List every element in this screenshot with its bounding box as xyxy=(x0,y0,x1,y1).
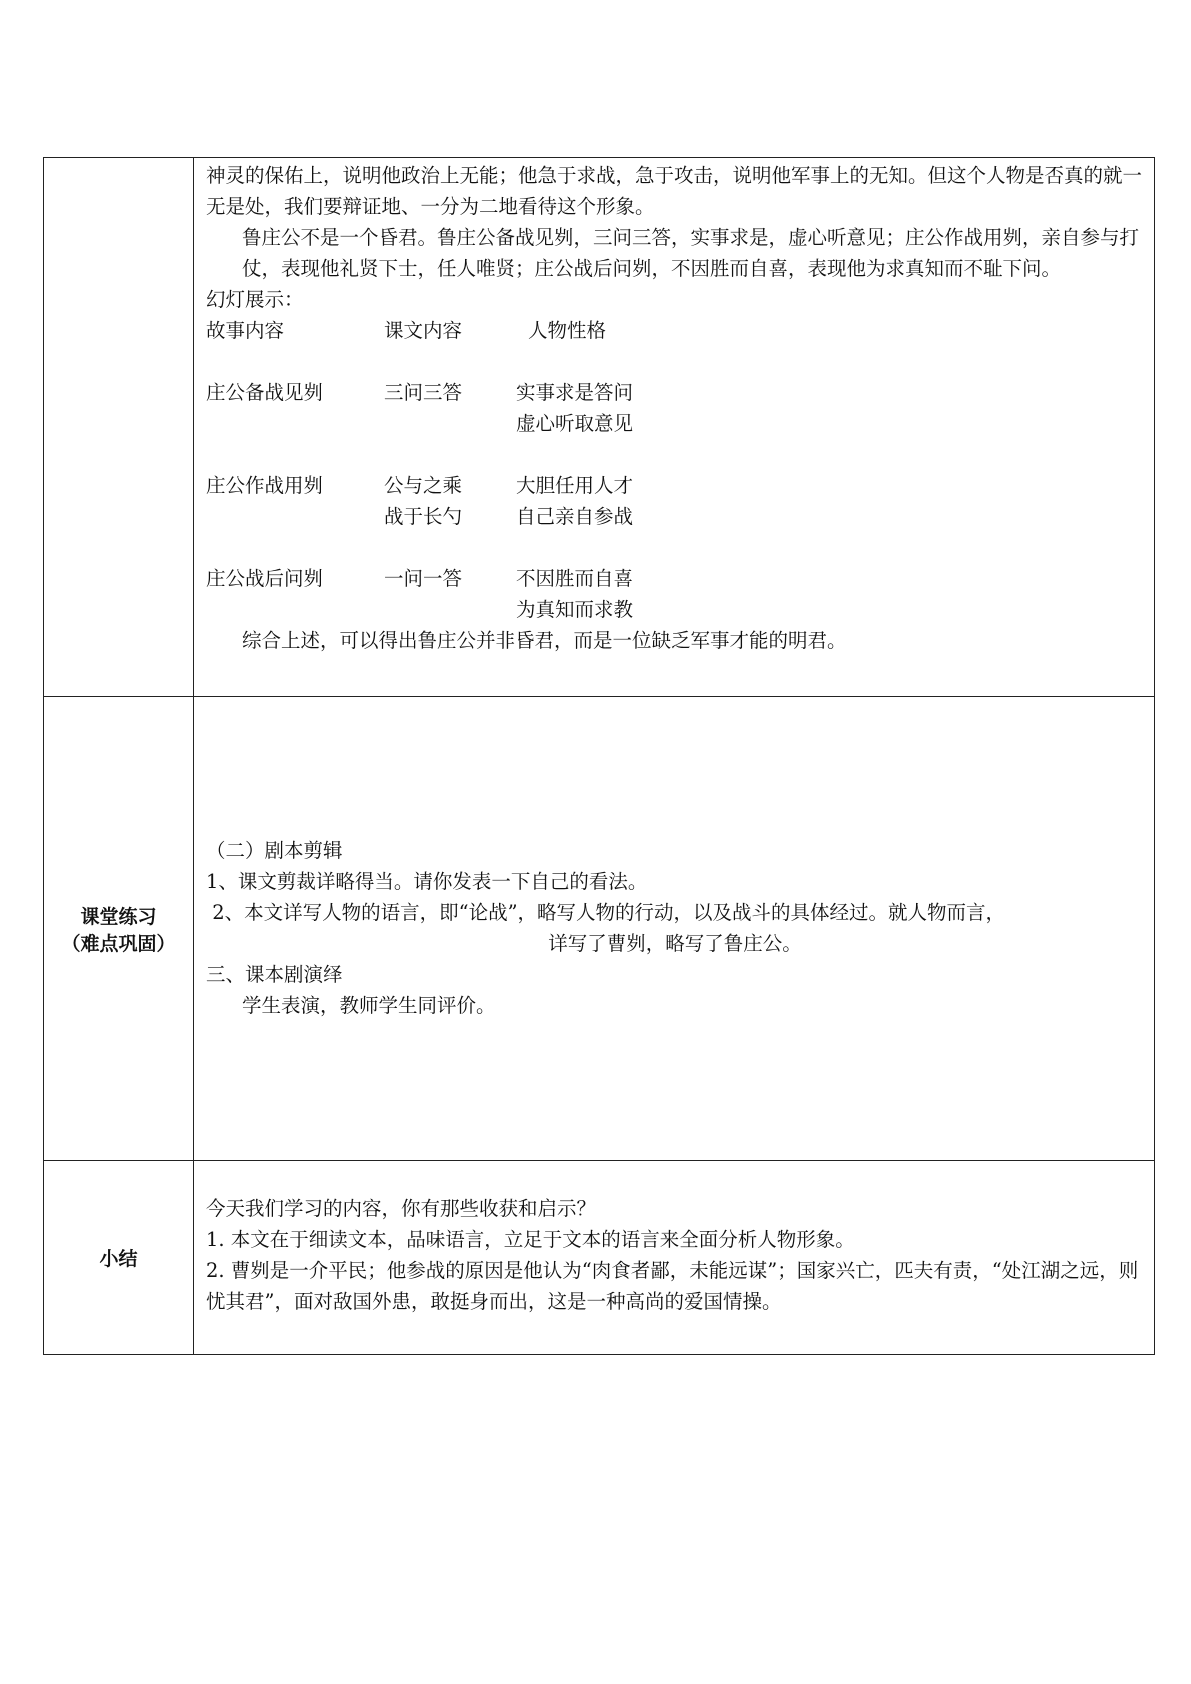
header-text: 课文内容 xyxy=(384,319,463,342)
summary-cell xyxy=(194,1161,1155,1355)
summary-question: 今天我们学习的内容，你有那些收获和启示？ xyxy=(206,1197,597,1220)
text-1b xyxy=(384,408,516,439)
practice-heading: （二）剧本剪辑 xyxy=(206,839,343,862)
slide-group-2 xyxy=(206,470,1144,532)
row-label-practice xyxy=(44,697,194,1161)
table-row xyxy=(44,1161,1155,1355)
summary-point-1: 1. 本文在于细读文本，品味语言，立足于文本的语言来全面分析人物形象。 xyxy=(206,1228,855,1251)
row-label-empty xyxy=(44,158,194,697)
analysis-paragraph-2: 鲁庄公不是一个昏君。鲁庄公备战见刿，三问三答，实事求是，虚心听意见；庄公作战用刿，亲自参与打仗，表现他礼贤下士，任人唯贤；庄公战后问刿，不因胜而自喜，表现他为求真知而不耻下问。 xyxy=(242,226,1140,280)
story-3: 庄公战后问刿 xyxy=(206,567,324,590)
trait-1a: 实事求是答问 xyxy=(516,381,634,404)
slide-title: 幻灯展示： xyxy=(206,288,304,311)
row-label-summary: 小结 xyxy=(44,1161,194,1355)
practice-sublabel: （难点巩固） xyxy=(61,932,176,955)
table-row xyxy=(44,158,1155,697)
trait-1b: 虚心听取意见 xyxy=(516,412,634,435)
summary-point-2: 2. 曹刿是一介平民；他参战的原因是他认为“肉食者鄙，未能远谋”；国家兴亡，匹夫有责，“处江湖之远，则忧其君”，面对敌国外患，敢挺身而出，这是一种高尚的爱国情操。 xyxy=(206,1259,1139,1313)
trait-3a: 不因胜而自喜 xyxy=(516,567,634,590)
analysis-cell xyxy=(194,158,1155,697)
text-2a: 公与之乘 xyxy=(384,474,463,497)
lesson-plan-sheet xyxy=(43,157,1155,1355)
analysis-paragraph-1: 神灵的保佑上，说明他政治上无能；他急于求战，急于攻击，说明他军事上的无知。但这个人物是否真的就一无是处，我们要辩证地、一分为二地看待这个形象。 xyxy=(206,164,1143,218)
text-3a: 一问一答 xyxy=(384,567,463,590)
story-2: 庄公作战用刿 xyxy=(206,474,324,497)
trait-3b: 为真知而求教 xyxy=(516,598,634,621)
trait-2b: 自己亲自参战 xyxy=(516,505,634,528)
text-3b xyxy=(384,594,516,625)
practice-label: 课堂练习 xyxy=(80,905,157,928)
practice-item-2-cont: 详写了曹刿，略写了鲁庄公。 xyxy=(548,932,802,955)
text-1a: 三问三答 xyxy=(384,381,463,404)
table-row xyxy=(44,697,1155,1161)
header-story: 故事内容 xyxy=(206,319,285,342)
trait-2a: 大胆任用人才 xyxy=(516,474,634,497)
practice-heading-3: 三、课本剧演绎 xyxy=(206,963,343,986)
practice-item-3: 学生表演，教师学生同评价。 xyxy=(242,994,496,1017)
practice-item-1: 1、课文剪裁详略得当。请你发表一下自己的看法。 xyxy=(206,870,648,893)
practice-item-2: 2、本文详写人物的语言，即“论战”，略写人物的行动，以及战斗的具体经过。就人物而言， xyxy=(206,901,1006,924)
header-character: 人物性格 xyxy=(528,319,607,342)
conclusion-text: 综合上述，可以得出鲁庄公并非昏君，而是一位缺乏军事才能的明君。 xyxy=(242,629,847,652)
story-1: 庄公备战见刿 xyxy=(206,381,324,404)
slide-table xyxy=(206,315,1144,346)
slide-group-1 xyxy=(206,377,1144,439)
lesson-plan-table xyxy=(43,157,1155,1355)
slide-group-3 xyxy=(206,563,1144,625)
text-2b: 战于长勺 xyxy=(384,505,463,528)
practice-cell xyxy=(194,697,1155,1161)
